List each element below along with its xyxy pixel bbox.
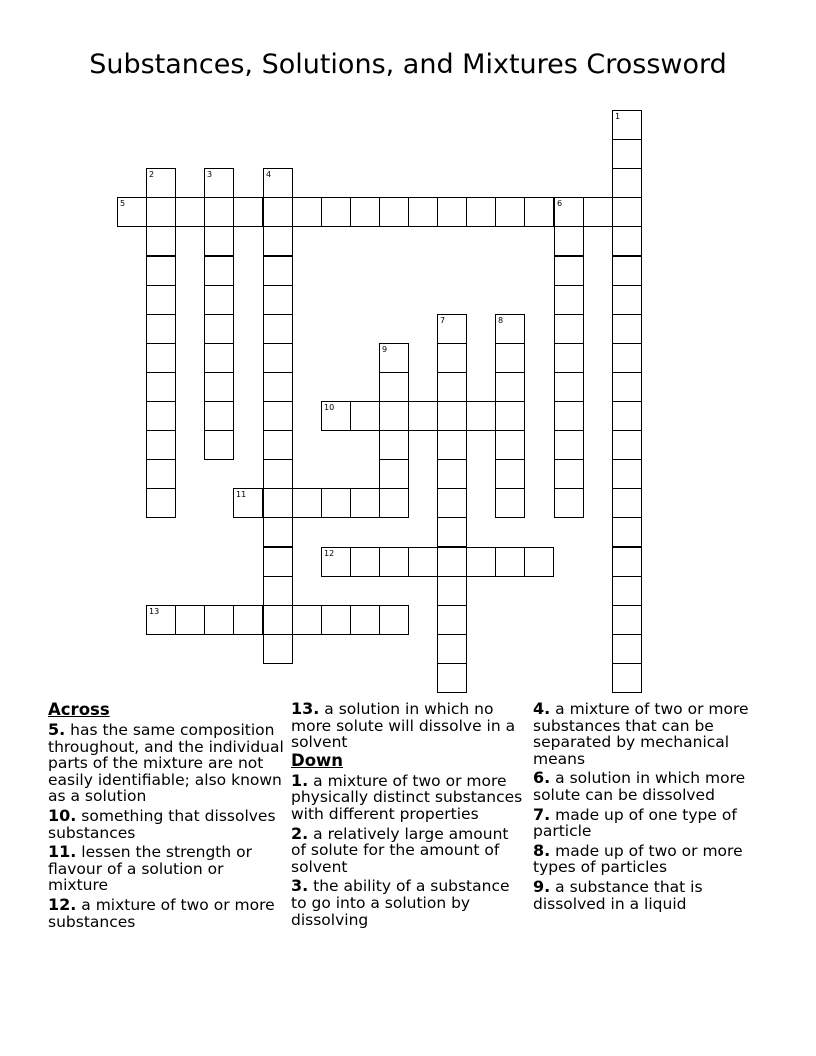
grid-cell[interactable] (554, 488, 584, 518)
grid-cell[interactable] (350, 605, 380, 635)
grid-cell[interactable] (263, 517, 293, 547)
clue-text: a relatively large amount of solute for the amount of solvent (291, 824, 509, 876)
grid-cell[interactable] (495, 488, 525, 518)
grid-cell[interactable] (350, 547, 380, 577)
clue-number: 6. (533, 768, 551, 788)
clue-column-1 (48, 700, 284, 930)
cell-number: 8 (498, 316, 504, 325)
cell-number: 11 (236, 490, 247, 499)
grid-cell[interactable] (379, 343, 409, 373)
grid-cell[interactable] (146, 343, 176, 373)
grid-cell[interactable] (321, 605, 351, 635)
grid-cell[interactable] (437, 372, 467, 402)
grid-cell[interactable] (495, 459, 525, 489)
grid-cell[interactable] (146, 226, 176, 256)
clue-text: a mixture of two or more physically distinct substances with different properties (291, 771, 523, 823)
grid-cell[interactable] (524, 197, 554, 227)
grid-cell[interactable] (146, 372, 176, 402)
cell-number: 7 (440, 316, 446, 325)
clue-text: a substance that is dissolved in a liquid (533, 877, 703, 913)
grid-cell[interactable] (495, 343, 525, 373)
grid-cell[interactable] (146, 430, 176, 460)
grid-cell[interactable] (350, 197, 380, 227)
grid-cell[interactable] (612, 372, 642, 402)
grid-cell[interactable] (233, 605, 263, 635)
grid-cell[interactable] (263, 634, 293, 664)
clue-number: 12. (48, 894, 77, 914)
clue-across-11 (48, 844, 284, 894)
grid-cell[interactable] (204, 430, 234, 460)
grid-cell[interactable] (554, 343, 584, 373)
grid-cell[interactable] (263, 576, 293, 606)
grid-cell[interactable] (263, 547, 293, 577)
grid-cell[interactable] (146, 605, 176, 635)
clue-number: 9. (533, 876, 551, 896)
grid-cell[interactable] (263, 285, 293, 315)
grid-cell[interactable] (321, 197, 351, 227)
grid-cell[interactable] (554, 430, 584, 460)
clue-number: 11. (48, 842, 77, 862)
grid-cell[interactable] (554, 226, 584, 256)
grid-cell[interactable] (204, 168, 234, 198)
grid-cell[interactable] (612, 314, 642, 344)
clue-column-2 (291, 700, 527, 928)
grid-cell[interactable] (379, 605, 409, 635)
grid-cell[interactable] (612, 459, 642, 489)
grid-cell[interactable] (263, 459, 293, 489)
grid-cell[interactable] (437, 314, 467, 344)
across-heading: Across (48, 700, 110, 719)
grid-cell[interactable] (554, 314, 584, 344)
grid-cell[interactable] (204, 401, 234, 431)
grid-cell[interactable] (263, 256, 293, 286)
cell-number: 13 (149, 607, 160, 616)
grid-cell[interactable] (612, 168, 642, 198)
clue-down-9 (533, 876, 769, 913)
grid-cell[interactable] (612, 547, 642, 577)
clue-number: 10. (48, 805, 77, 825)
clue-down-1 (291, 770, 527, 823)
grid-cell[interactable] (292, 605, 322, 635)
grid-cell[interactable] (612, 139, 642, 169)
grid-cell[interactable] (612, 226, 642, 256)
grid-cell[interactable] (379, 430, 409, 460)
clue-text: made up of two or more types of particles (533, 841, 743, 877)
clue-number: 3. (291, 876, 309, 896)
grid-cell[interactable] (612, 576, 642, 606)
grid-cell[interactable] (146, 314, 176, 344)
grid-cell[interactable] (612, 343, 642, 373)
grid-cell[interactable] (495, 547, 525, 577)
grid-cell[interactable] (408, 401, 438, 431)
clue-down-2 (291, 823, 527, 876)
grid-cell[interactable] (204, 197, 234, 227)
grid-cell[interactable] (379, 547, 409, 577)
clue-column-3 (533, 700, 769, 912)
grid-cell[interactable] (204, 256, 234, 286)
grid-cell[interactable] (612, 663, 642, 693)
grid-cell[interactable] (554, 372, 584, 402)
grid-cell[interactable] (495, 430, 525, 460)
grid-cell[interactable] (612, 634, 642, 664)
grid-cell[interactable] (583, 197, 613, 227)
grid-cell[interactable] (437, 459, 467, 489)
grid-cell[interactable] (204, 314, 234, 344)
grid-cell[interactable] (204, 226, 234, 256)
grid-cell[interactable] (408, 197, 438, 227)
grid-cell[interactable] (263, 605, 293, 635)
grid-cell[interactable] (263, 430, 293, 460)
grid-cell[interactable] (350, 401, 380, 431)
grid-cell[interactable] (263, 314, 293, 344)
down-heading: Down (291, 750, 344, 770)
grid-cell[interactable] (204, 285, 234, 315)
grid-cell[interactable] (350, 488, 380, 518)
clue-text: something that dissolves substances (48, 806, 276, 842)
cell-number: 1 (615, 112, 621, 121)
grid-cell[interactable] (495, 197, 525, 227)
grid-cell[interactable] (204, 343, 234, 373)
grid-cell[interactable] (292, 488, 322, 518)
clue-number: 4. (533, 699, 551, 718)
grid-cell[interactable] (263, 197, 293, 227)
grid-cell[interactable] (379, 459, 409, 489)
grid-cell[interactable] (321, 401, 351, 431)
clue-down-4 (533, 701, 769, 767)
grid-cell[interactable] (146, 285, 176, 315)
grid-cell[interactable] (612, 285, 642, 315)
grid-cell[interactable] (204, 605, 234, 635)
grid-cell[interactable] (612, 197, 642, 227)
grid-cell[interactable] (146, 459, 176, 489)
grid-cell[interactable] (437, 197, 467, 227)
cell-number: 3 (207, 170, 213, 179)
page-title: Substances, Solutions, and Mixtures Crossword (89, 49, 727, 80)
grid-cell[interactable] (466, 401, 496, 431)
grid-cell[interactable] (437, 576, 467, 606)
grid-cell[interactable] (554, 459, 584, 489)
grid-cell[interactable] (379, 372, 409, 402)
grid-cell[interactable] (263, 488, 293, 518)
clue-across-5 (48, 722, 284, 805)
grid-cell[interactable] (437, 663, 467, 693)
clue-text: a solution in which no more solute will dissolve in a solvent (291, 700, 516, 752)
clue-text: a mixture of two or more substances that can be separated by mechanical means (533, 700, 749, 768)
grid-cell[interactable] (175, 605, 205, 635)
clue-number: 7. (533, 804, 551, 824)
grid-cell[interactable] (437, 547, 467, 577)
grid-cell[interactable] (554, 256, 584, 286)
grid-cell[interactable] (321, 488, 351, 518)
grid-cell[interactable] (263, 343, 293, 373)
grid-cell[interactable] (408, 547, 438, 577)
grid-cell[interactable] (146, 197, 176, 227)
clue-text: has the same composition throughout, and the individual parts of the mixture are not easily identifiable; also known as a solution (48, 721, 284, 806)
grid-cell[interactable] (466, 547, 496, 577)
clue-text: a mixture of two or more substances (48, 895, 275, 931)
cell-number: 10 (324, 403, 335, 412)
grid-cell[interactable] (233, 197, 263, 227)
grid-cell[interactable] (437, 430, 467, 460)
clue-text: the ability of a substance to go into a solution by dissolving (291, 877, 510, 929)
cell-number: 5 (120, 199, 126, 208)
grid-cell[interactable] (204, 372, 234, 402)
grid-cell[interactable] (495, 401, 525, 431)
grid-cell[interactable] (612, 517, 642, 547)
grid-cell[interactable] (379, 488, 409, 518)
grid-cell[interactable] (117, 197, 147, 227)
grid-cell[interactable] (263, 401, 293, 431)
cell-number: 6 (557, 199, 563, 208)
grid-cell[interactable] (437, 343, 467, 373)
grid-cell[interactable] (437, 634, 467, 664)
grid-cell[interactable] (495, 372, 525, 402)
grid-cell[interactable] (466, 197, 496, 227)
grid-cell[interactable] (146, 168, 176, 198)
clue-text: lessen the strength or flavour of a solution or mixture (48, 843, 252, 895)
grid-cell[interactable] (437, 605, 467, 635)
grid-cell[interactable] (292, 197, 322, 227)
clue-number: 5. (48, 720, 66, 739)
clue-number: 8. (533, 840, 551, 860)
grid-cell[interactable] (554, 285, 584, 315)
grid-cell[interactable] (612, 488, 642, 518)
grid-cell[interactable] (554, 197, 584, 227)
grid-cell[interactable] (263, 168, 293, 198)
clue-number: 1. (291, 770, 309, 790)
clue-across-13 (291, 701, 527, 751)
grid-cell[interactable] (554, 401, 584, 431)
cell-number: 9 (382, 345, 388, 354)
clue-across-12 (48, 894, 284, 931)
clue-number: 13. (291, 699, 320, 718)
clue-text: made up of one type of particle (533, 805, 737, 841)
grid-cell[interactable] (146, 256, 176, 286)
grid-cell[interactable] (437, 488, 467, 518)
grid-cell[interactable] (495, 314, 525, 344)
cell-number: 12 (324, 549, 335, 558)
grid-cell[interactable] (612, 401, 642, 431)
grid-cell[interactable] (612, 605, 642, 635)
clue-across-10 (48, 805, 284, 842)
grid-cell[interactable] (263, 226, 293, 256)
grid-cell[interactable] (146, 488, 176, 518)
grid-cell[interactable] (437, 401, 467, 431)
clue-down-6 (533, 770, 769, 803)
cell-number: 2 (149, 170, 155, 179)
grid-cell[interactable] (175, 197, 205, 227)
grid-cell[interactable] (233, 488, 263, 518)
grid-cell[interactable] (263, 372, 293, 402)
clue-number: 2. (291, 823, 309, 843)
grid-cell[interactable] (612, 110, 642, 140)
grid-cell[interactable] (146, 401, 176, 431)
grid-cell[interactable] (379, 197, 409, 227)
grid-cell[interactable] (524, 547, 554, 577)
cell-number: 4 (266, 170, 272, 179)
clue-down-8 (533, 840, 769, 877)
clue-text: a solution in which more solute can be dissolved (533, 769, 746, 804)
grid-cell[interactable] (612, 256, 642, 286)
grid-cell[interactable] (612, 430, 642, 460)
clue-down-7 (533, 804, 769, 841)
clue-down-3 (291, 878, 527, 928)
grid-cell[interactable] (379, 401, 409, 431)
grid-cell[interactable] (437, 517, 467, 547)
grid-cell[interactable] (321, 547, 351, 577)
